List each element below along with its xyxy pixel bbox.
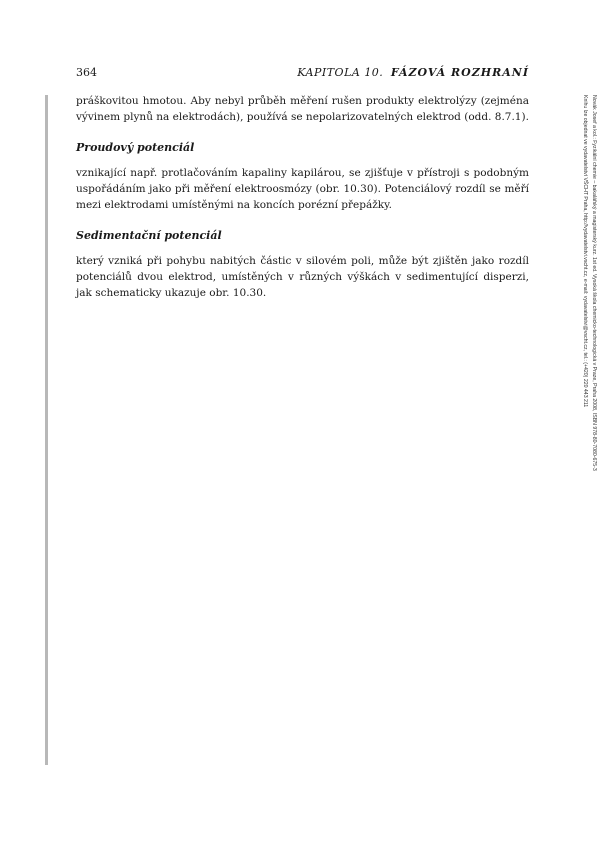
chapter-heading <box>297 66 529 80</box>
chapter-title: FÁZOVÁ ROZHRANÍ <box>390 66 529 79</box>
intro-paragraph: práškovitou hmotou. Aby nebyl průběh měření rušen produkty elektrolýzy (zejména vývinem plynů na elektrodách), používá se nepolarizovatelných elektrod (odd. 8.7.1). <box>76 95 529 123</box>
copyright-side-note <box>568 95 598 615</box>
side-note-order-info: Knihu lze objednat ve vydavatelství VŠCHT Praha, http://vydavatelstvi.vscht.cz, e-mail: vydavatelstvi@vscht.cz, tel.: (+420) 220 443 211 <box>582 95 588 408</box>
section-paragraph-streaming-potential: vznikající např. protlačováním kapaliny kapilárou, se zjišťuje v přístroji s podobným uspořádáním jako při měření elektroosmózy (obr. 10.30). Potenciálový rozdíl se měří mezi elektrodami umístěnými na koncích porézní přepážky. <box>76 167 529 211</box>
side-note-citation: Novák Josef a kol.: Fyzikální chemie – bakalářský a magisterský kurz. 1st ed. Vysoká škola chemicko-technologická v Praze, Praha 2008, ISBN 978-80-7080-675-3 <box>591 95 597 471</box>
page-number: 364 <box>76 66 97 79</box>
body-text <box>76 93 529 301</box>
section-paragraph-sedimentation-potential: který vzniká při pohybu nabitých částic v silovém poli, může být zjištěn jako rozdíl potenciálů dvou elektrod, umístěných v různých výškách v sedimentující disperzi, jak schematicky ukazuje obr. 10.30. <box>76 255 529 299</box>
section-heading-streaming-potential: Proudový potenciál <box>76 141 195 154</box>
chapter-label: KAPITOLA 10. <box>297 66 384 79</box>
section-heading-sedimentation-potential: Sedimentační potenciál <box>76 229 222 242</box>
margin-rule <box>45 95 48 765</box>
